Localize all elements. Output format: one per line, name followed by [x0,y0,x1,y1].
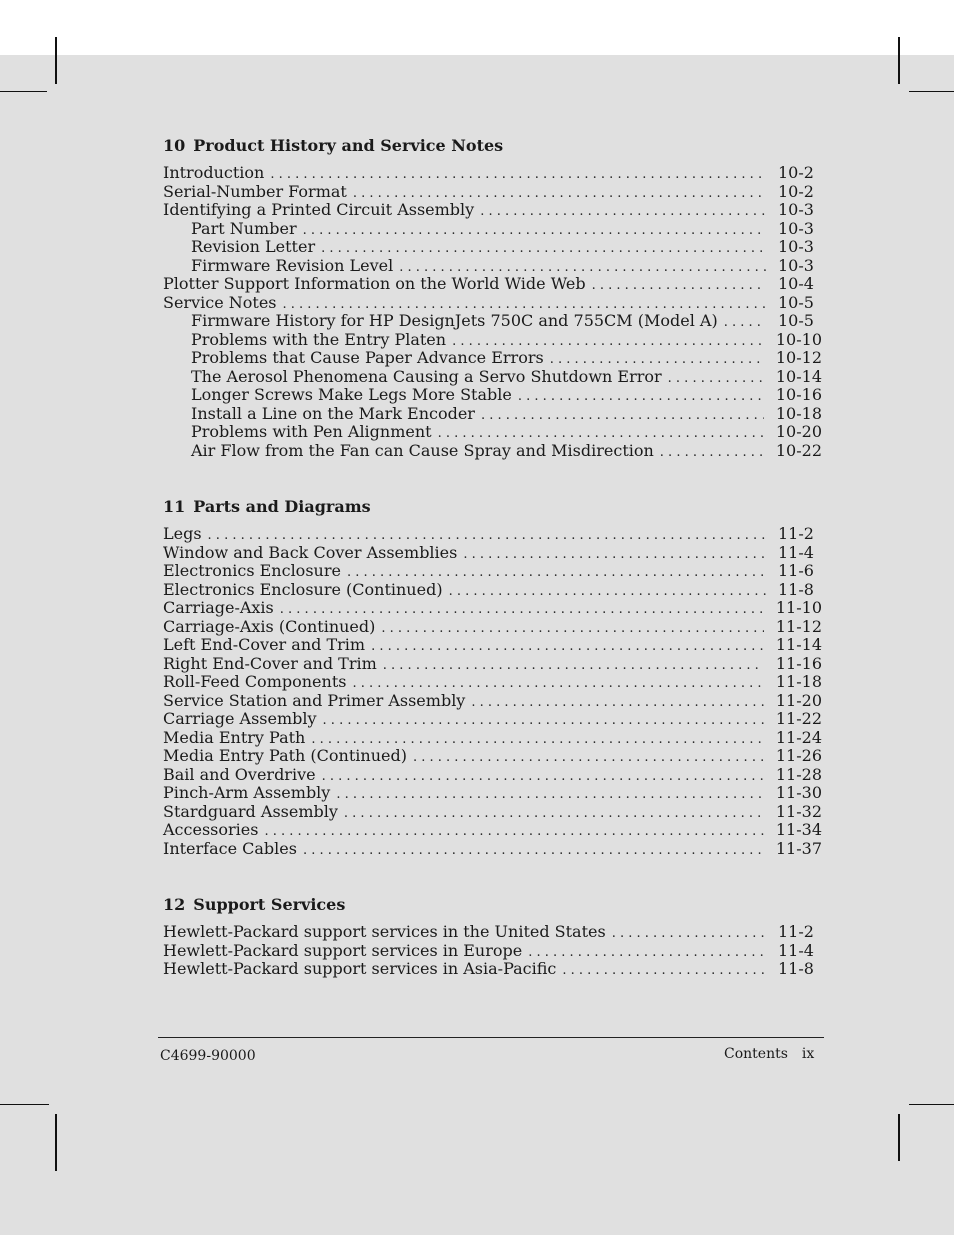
toc-entry[interactable] [163,201,822,220]
toc-entry-page: 11-26 [775,746,822,765]
toc-entry-title: Media Entry Path [163,727,306,747]
toc-entry[interactable] [163,655,822,674]
section-heading [163,896,822,914]
footer-page-label [724,1045,814,1063]
toc-entry[interactable] [163,257,822,276]
toc-entry[interactable] [163,747,822,766]
crop-mark-top-left-horizontal [0,91,47,92]
toc-entry[interactable] [163,692,822,711]
toc-entry-title: Media Entry Path (Continued) [163,746,407,765]
toc-entry-title: Carriage-Axis (Continued) [163,616,376,636]
toc-entry-page: 10-3 [778,255,814,275]
section-number: 10 [163,136,186,155]
toc-entry-title: Accessories [163,820,259,839]
toc-entry[interactable] [163,238,822,257]
toc-entry-title: Introduction [163,163,265,182]
section-title: Product History and Service Notes [193,136,504,155]
toc-entry-title: Bail and Overdrive [163,764,316,784]
toc-entry-page: 10-3 [778,218,814,238]
section-heading [163,498,822,516]
toc-entry-page: 10-5 [778,311,814,330]
toc-entry-title: Install a Line on the Mark Encoder [191,403,475,423]
dot-leader [449,583,766,602]
toc-entry-page: 11-10 [775,598,822,617]
toc-entry-page: 11-28 [775,764,822,784]
toc-entry[interactable] [163,562,822,581]
dot-leader [264,823,763,842]
dot-leader [528,944,766,963]
dot-leader [381,620,764,639]
dot-leader [518,388,764,407]
toc-entry-title: Window and Back Cover Assemblies [163,542,458,562]
toc-entry-page: 10-14 [775,366,822,386]
toc-entry-page: 10-22 [775,440,822,460]
toc-entry-page: 11-24 [775,727,822,747]
toc-entry[interactable] [163,220,822,239]
toc-entry[interactable] [163,766,822,785]
toc-entry-title: Identifying a Printed Circuit Assembly [163,200,475,219]
toc-entry-page: 10-2 [778,163,814,182]
toc-entry-page: 11-32 [775,801,822,821]
toc-entry-title: Service Notes [163,292,277,312]
toc-section-12 [163,895,822,978]
toc-entry[interactable] [163,368,822,387]
footer-page-number: ix [801,1046,815,1062]
toc-entry[interactable] [163,923,822,942]
toc-entry-page: 11-4 [778,940,814,960]
toc-entry-title: Carriage Assembly [163,709,317,728]
toc-entry-title: Carriage-Axis [163,598,274,617]
toc-entry-page: 10-2 [778,181,814,201]
section-heading [163,137,822,155]
toc-entry[interactable] [163,386,822,405]
toc-entry-page: 11-20 [775,690,822,710]
toc-entry-title: Revision Letter [191,237,316,256]
toc-entry-title: Problems with the Entry Platen [191,329,447,349]
toc-entry[interactable] [163,729,822,748]
toc-entry[interactable] [163,405,822,424]
toc-entry-title: Stardguard Assembly [163,801,338,821]
toc-entry[interactable] [163,294,822,313]
toc-entry-page: 10-4 [778,274,814,293]
dot-leader [463,546,766,565]
dot-leader [612,925,766,944]
toc-entry-page: 10-18 [775,403,822,423]
dot-leader [336,786,764,805]
toc-entry-page: 10-20 [775,422,822,441]
crop-mark-bottom-right-horizontal [909,1104,954,1105]
toc-entry-title: Serial-Number Format [163,181,347,201]
footer-part-number: C4699-90000 [160,1048,256,1064]
dot-leader [371,638,764,657]
toc-entry-page: 10-16 [775,385,822,404]
toc-entry-title: Hewlett-Packard support services in Asia-Pacific [163,959,557,978]
crop-mark-top-right-horizontal [909,91,954,92]
toc-entry-title: Part Number [191,218,297,238]
toc-entry[interactable] [163,960,822,979]
toc-entry[interactable] [163,673,822,692]
crop-mark-bottom-left-vertical [55,1114,57,1171]
toc-entry-page: 11-18 [775,672,822,691]
dot-leader [480,203,766,222]
toc-entry[interactable] [163,784,822,803]
dot-leader [562,962,766,981]
crop-mark-top-left-vertical [55,37,57,84]
toc-entry-page: 11-12 [775,616,822,636]
dot-leader [322,768,764,787]
toc-entry-title: Electronics Enclosure (Continued) [163,579,443,599]
toc-entry[interactable] [163,442,822,461]
toc-entry-page: 11-34 [775,820,822,839]
toc-entry[interactable] [163,349,822,368]
toc-entry[interactable] [163,840,822,859]
toc-entry-page: 11-16 [775,653,822,673]
toc-entry-page: 11-2 [778,524,814,543]
toc-entry[interactable] [163,331,822,350]
toc-entry-page: 11-37 [775,838,822,858]
section-number: 11 [163,497,186,516]
toc-entry-title: Electronics Enclosure [163,561,341,580]
toc-entry-page: 10-10 [775,329,822,349]
toc-entry[interactable] [163,183,822,202]
section-number: 12 [163,895,186,914]
toc-entry-title: Longer Screws Make Legs More Stable [191,385,512,404]
toc-entry[interactable] [163,618,822,637]
dot-leader [383,657,764,676]
toc-entry[interactable] [163,581,822,600]
toc-entry[interactable] [163,544,822,563]
toc-entry-title: Left End-Cover and Trim [163,635,366,654]
dot-leader [481,407,764,426]
toc-entry[interactable] [163,312,822,331]
toc-entry[interactable] [163,275,822,294]
toc-entry-list [163,164,822,460]
toc-entry-title: Right End-Cover and Trim [163,653,377,673]
toc-entry-title: Problems that Cause Paper Advance Errors [191,348,544,367]
toc-entry[interactable] [163,525,822,544]
toc-entry-title: Problems with Pen Alignment [191,422,432,441]
toc-entry[interactable] [163,942,822,961]
section-title: Support Services [193,895,346,914]
toc-entry[interactable] [163,710,822,729]
dot-leader [413,749,764,768]
toc-entry-title: Plotter Support Information on the World Wide Web [163,274,586,293]
toc-entry-title: Air Flow from the Fan can Cause Spray and Misdirection [191,440,654,460]
toc-entry-title: Firmware History for HP DesignJets 750C and 755CM (Model A) [191,311,718,330]
toc-section-10 [163,136,822,460]
toc-section-11 [163,497,822,858]
crop-mark-bottom-right-vertical [898,1114,900,1161]
dot-leader [303,222,766,241]
toc-entry-page: 11-8 [778,579,814,599]
toc-entry-title: Hewlett-Packard support services in the United States [163,922,606,941]
toc-entry-page: 11-30 [775,783,822,802]
toc-entry[interactable] [163,164,822,183]
toc-entry[interactable] [163,803,822,822]
toc-entry-title: Legs [163,524,202,543]
toc-entry-title: The Aerosol Phenomena Causing a Servo Shutdown Error [191,366,662,386]
toc-entry-title: Hewlett-Packard support services in Europe [163,940,523,960]
toc-entry-title: Firmware Revision Level [191,255,394,275]
dot-leader [323,712,764,731]
toc-entry-page: 10-5 [778,292,814,312]
dot-leader [471,694,764,713]
toc-entry-title: Service Station and Primer Assembly [163,690,466,710]
toc-entry-title: Interface Cables [163,838,297,858]
toc-entry-page: 10-3 [778,237,814,256]
dot-leader [344,805,764,824]
dot-leader [724,314,766,333]
dot-leader [303,842,764,861]
dot-leader [660,444,764,463]
toc-entry-page: 11-14 [775,635,822,654]
toc-entry-page: 11-6 [778,561,814,580]
toc-entry-title: Pinch-Arm Assembly [163,783,331,802]
footer-section-name: Contents [724,1046,788,1062]
toc-entry-page: 11-2 [778,922,814,941]
footer-rule [158,1037,824,1038]
toc-entry[interactable] [163,599,822,618]
toc-entry-list [163,923,822,979]
toc-entry-list [163,525,822,858]
toc-entry[interactable] [163,636,822,655]
section-title: Parts and Diagrams [193,497,371,516]
toc-entry-page: 10-12 [775,348,822,367]
toc-entry-page: 11-4 [778,542,814,562]
toc-entry-title: Roll-Feed Components [163,672,347,691]
crop-mark-bottom-left-horizontal [0,1104,49,1105]
toc-entry-page: 11-22 [775,709,822,728]
toc-entry-page: 11-8 [778,959,814,978]
toc-entry-page: 10-3 [778,200,814,219]
dot-leader [668,370,764,389]
crop-mark-top-right-vertical [898,37,900,84]
toc-entry[interactable] [163,821,822,840]
toc-entry[interactable] [163,423,822,442]
dot-leader [592,277,766,296]
